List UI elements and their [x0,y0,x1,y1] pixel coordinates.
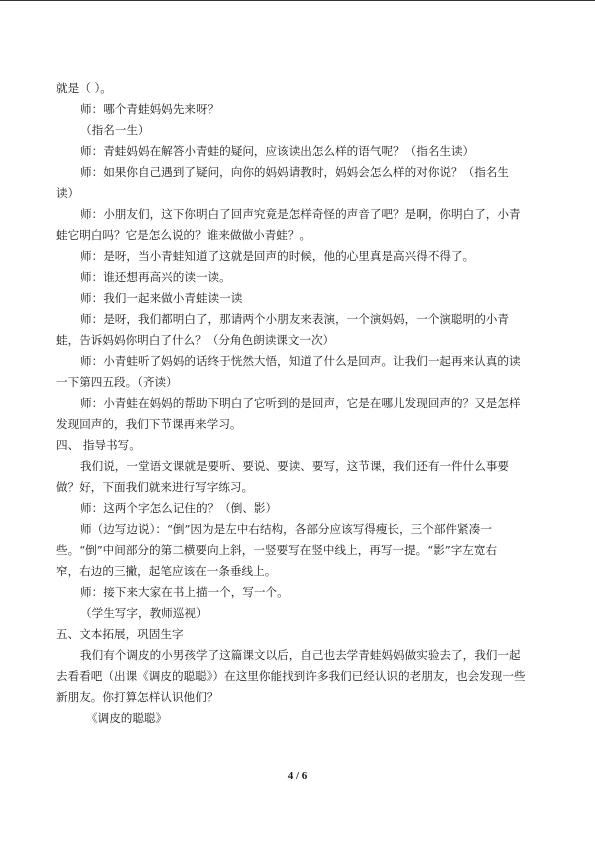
text-line: 就是（ ）。 [56,81,112,95]
text-line: 我们有个调皮的小男孩学了这篇课文以后，自己也去学青蛙妈妈做实验去了，我们一起 [80,648,521,662]
text-line: 师：我们一起来做小青蛙读一读 [80,291,243,305]
text-line: 师：是呀，当小青蛙知道了这就是回声的时候，他的心里真是高兴得不得了。 [80,249,475,263]
text-line: （学生写字，教师巡视） [80,606,208,620]
text-line: 做？好，下面我们就来进行写字练习。 [56,480,254,494]
text-line: 师：这两个字怎么记住的？（倒、影） [80,501,278,515]
text-line: 师：哪个青蛙妈妈先来呀？ [80,102,220,116]
text-line: 五、文本拓展，巩固生字 [56,627,184,641]
page-number: 4 / 6 [287,770,308,782]
document-body [56,78,543,729]
text-line: （指名一生） [80,123,150,137]
text-line: 师：小朋友们，这下你明白了回声究竟是怎样奇怪的声音了吧？是啊，你明白了，小青 [80,207,521,221]
text-line: 四、 指导书写。 [56,438,141,452]
text-line: 蛙它明白吗？它是怎么说的？谁来做做小青蛙？。 [56,228,312,242]
text-line: 一下第四五段。（齐读） [56,375,178,389]
text-line: 去看看吧（出课《调皮的聪聪》）在这里你能找到许多我们已经认识的老朋友，也会发现一些 [56,669,526,683]
text-line: 师（边写边说）：“倒”因为是左中右结构，各部分应该写得瘦长，三个部件紧凑一 [80,522,492,536]
text-line: 师：小青蛙听了妈妈的话终于恍然大悟，知道了什么是回声。让我们一起再来认真的读 [80,354,521,368]
header-rule [0,0,595,1]
text-line: 我们说，一堂语文课就是要听、要说、要读、要写，这节课，我们还有一件什么事要 [80,459,509,473]
text-line: 蛙，告诉妈妈你明白了什么？（分角色朗读课文一次） [56,333,335,347]
text-line: 些。“倒”中间部分的第二横要向上斜，一竖要写在竖中线上，再写一提。“影”字左宽右 [56,543,498,557]
text-line: 发现回声的，我们下节课再来学习。 [56,417,242,431]
text-line: 师：如果你自己遇到了疑问，向你的妈妈请教时，妈妈会怎么样的对你说？（指名生 [80,165,509,179]
text-line: 窄，右边的三撇，起笔应该在一条垂线上。 [56,564,277,578]
text-line: 新朋友。你打算怎样认识他们？ [56,690,219,704]
text-line: 师：小青蛙在妈妈的帮助下明白了它听到的是回声，它是在哪儿发现回声的？又是怎样 [80,396,521,410]
text-line: 师：是呀，我们都明白了，那请两个小朋友来表演，一个演妈妈，一个演聪明的小青 [80,312,509,326]
text-line: 师：谁还想再高兴的读一读。 [80,270,231,284]
text-line: 师：青蛙妈妈在解答小青蛙的疑问，应该读出怎么样的语气呢？（指名生读） [80,144,475,158]
text-line: 《调皮的聪聪》 [86,711,168,725]
text-line: 师：接下来大家在书上描一个，写一个。 [80,585,289,599]
text-line: 读） [56,186,80,200]
